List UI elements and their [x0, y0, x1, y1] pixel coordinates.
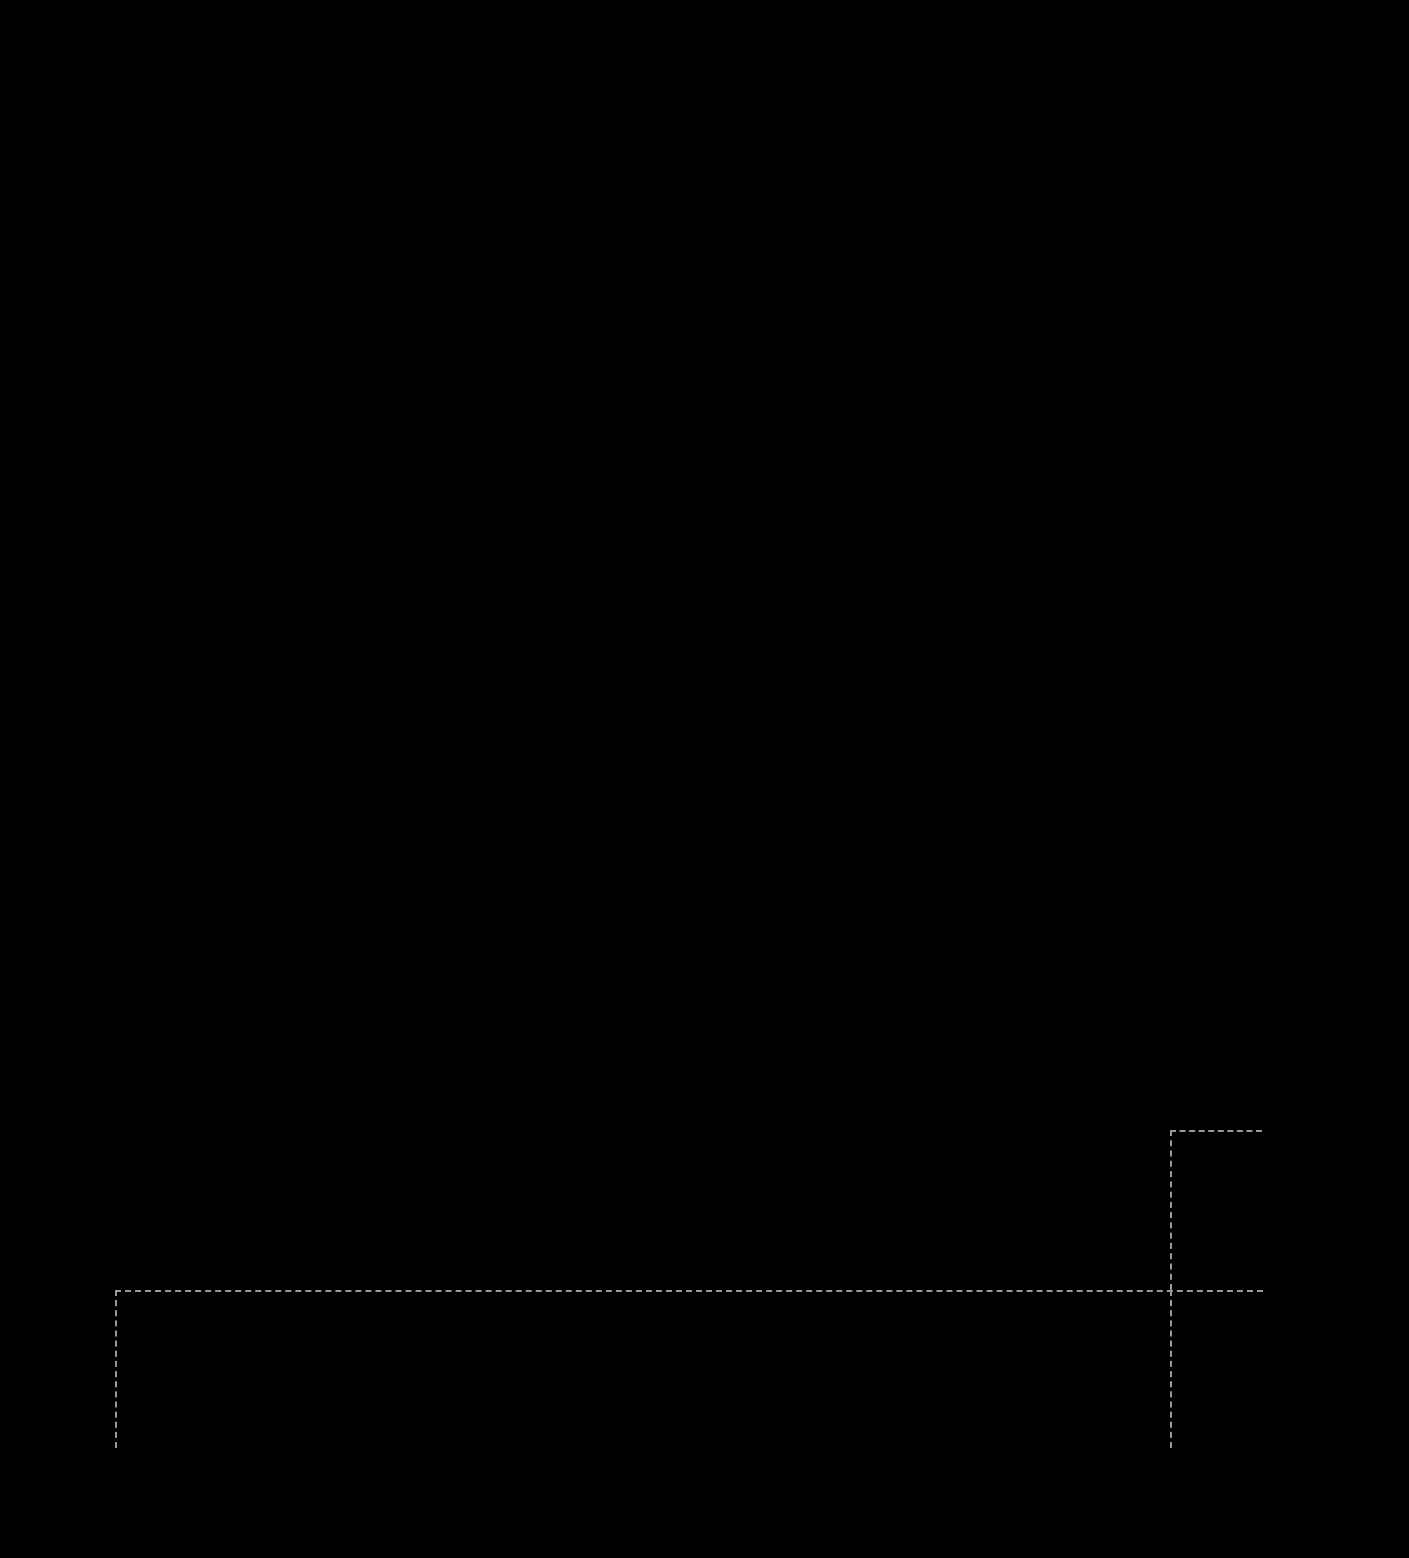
secondary-region-left-edge	[1170, 1130, 1172, 1290]
secondary-region-top-edge	[1170, 1130, 1262, 1132]
secondary-selection-region[interactable]	[1170, 1130, 1262, 1290]
primary-selection-region[interactable]	[115, 1290, 1263, 1448]
primary-region-top-edge	[115, 1290, 1263, 1292]
primary-region-left-edge	[115, 1290, 117, 1448]
primary-region-inner-divider	[1170, 1290, 1172, 1448]
